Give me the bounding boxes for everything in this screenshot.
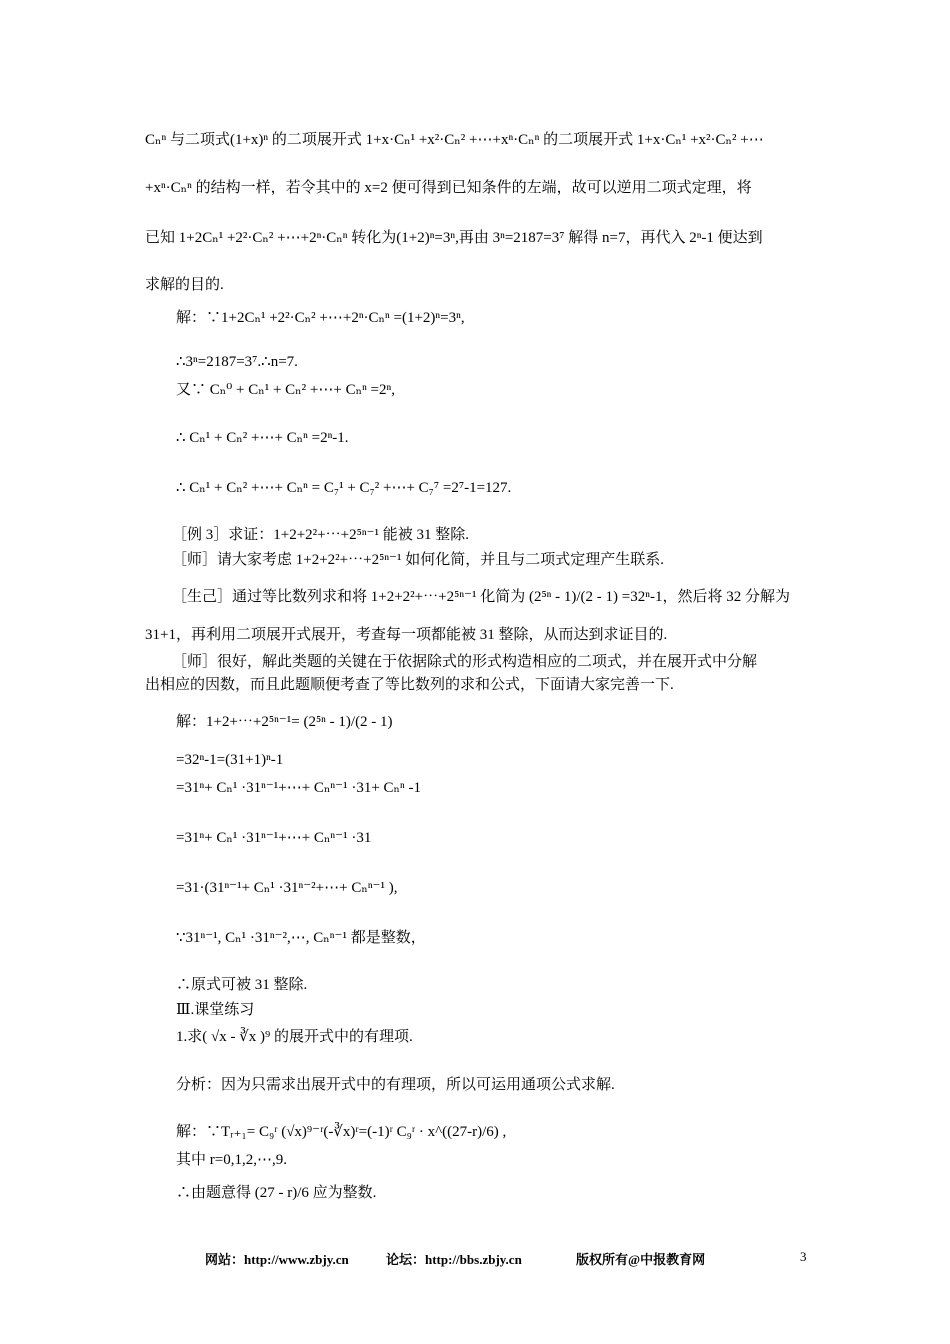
text-line-16: 解：1+2+⋯+2⁵ⁿ⁻¹= (2⁵ⁿ - 1)/(2 - 1) [176, 714, 393, 730]
text-line-17: =32ⁿ-1=(31+1)ⁿ-1 [176, 752, 284, 768]
text-line-10: ［例 3］求证：1+2+2²+⋯+2⁵ⁿ⁻¹ 能被 31 整除. [172, 527, 469, 543]
text-line-23: Ⅲ.课堂练习 [176, 1002, 255, 1018]
text-line-24: 1.求( √x - ∛x )⁹ 的展开式中的有理项. [176, 1029, 413, 1045]
text-line-4: 求解的目的. [145, 277, 224, 293]
text-line-20: =31·(31ⁿ⁻¹+ Cₙ¹ ·31ⁿ⁻²+⋯+ Cₙⁿ⁻¹ ), [176, 880, 398, 896]
text-line-12: ［生己］通过等比数列求和将 1+2+2²+⋯+2⁵ⁿ⁻¹ 化简为 (2⁵ⁿ - 1)/(2 - 1) =32ⁿ-1，然后将 32 分解为 [172, 589, 790, 605]
footer-forum[interactable]: 论坛：http://bbs.zbjy.cn [386, 1252, 522, 1267]
text-line-11: ［师］请大家考虑 1+2+2²+⋯+2⁵ⁿ⁻¹ 如何化简，并且与二项式定理产生联系. [172, 552, 664, 568]
text-line-28: ∴由题意得 (27 - r)/6 应为整数. [176, 1185, 377, 1201]
text-line-13: 31+1，再利用二项展开式展开，考查每一项都能被 31 整除，从而达到求证目的. [145, 627, 668, 643]
text-line-15: 出相应的因数，而且此题顺便考查了等比数列的求和公式，下面请大家完善一下. [145, 677, 674, 693]
text-line-5: 解：∵1+2Cₙ¹ +2²·Cₙ² +⋯+2ⁿ·Cₙⁿ =(1+2)ⁿ=3ⁿ, [176, 310, 465, 326]
text-line-3: 已知 1+2Cₙ¹ +2²·Cₙ² +⋯+2ⁿ·Cₙⁿ 转化为(1+2)ⁿ=3ⁿ,再由 3ⁿ=2187=3⁷ 解得 n=7，再代入 2ⁿ-1 便达到 [145, 230, 763, 246]
text-line-1: Cₙⁿ 与二项式(1+x)ⁿ 的二项展开式 1+x·Cₙ¹ +x²·Cₙ² +⋯+xⁿ·Cₙⁿ 的二项展开式 1+x·Cₙ¹ +x²·Cₙ² +⋯ [145, 132, 764, 148]
text-line-8: ∴ Cₙ¹ + Cₙ² +⋯+ Cₙⁿ =2ⁿ-1. [176, 430, 349, 446]
text-line-21: ∵31ⁿ⁻¹, Cₙ¹ ·31ⁿ⁻²,⋯, Cₙⁿ⁻¹ 都是整数， [176, 930, 426, 946]
text-line-26: 解：∵Tᵣ₊₁= C₉ʳ (√x)⁹⁻ʳ(-∛x)ʳ=(-1)ʳ C₉ʳ · x^((27-r)/6) , [176, 1124, 507, 1140]
text-line-7: 又∵ Cₙ⁰ + Cₙ¹ + Cₙ² +⋯+ Cₙⁿ =2ⁿ, [176, 382, 395, 398]
text-line-19: =31ⁿ+ Cₙ¹ ·31ⁿ⁻¹+⋯+ Cₙⁿ⁻¹ ·31 [176, 830, 372, 846]
text-line-18: =31ⁿ+ Cₙ¹ ·31ⁿ⁻¹+⋯+ Cₙⁿ⁻¹ ·31+ Cₙⁿ -1 [176, 780, 421, 796]
text-line-14: ［师］很好，解此类题的关键在于依据除式的形式构造相应的二项式，并在展开式中分解 [172, 654, 758, 670]
page-number: 3 [800, 1249, 807, 1264]
text-line-25: 分析：因为只需求出展开式中的有理项，所以可运用通项公式求解. [176, 1077, 615, 1093]
text-line-2: +xⁿ·Cₙⁿ 的结构一样，若令其中的 x=2 便可得到已知条件的左端，故可以逆用二项式定理，将 [145, 180, 752, 196]
footer-website[interactable]: 网站：http://www.zbjy.cn [205, 1252, 349, 1267]
text-line-9: ∴ Cₙ¹ + Cₙ² +⋯+ Cₙⁿ = C₇¹ + C₇² +⋯+ C₇⁷ =2⁷-1=127. [176, 480, 512, 496]
text-line-6: ∴3ⁿ=2187=3⁷.∴n=7. [176, 354, 298, 370]
footer-copyright: 版权所有@中报教育网 [576, 1252, 706, 1267]
text-line-27: 其中 r=0,1,2,⋯,9. [176, 1152, 287, 1168]
text-line-22: ∴原式可被 31 整除. [176, 977, 308, 993]
